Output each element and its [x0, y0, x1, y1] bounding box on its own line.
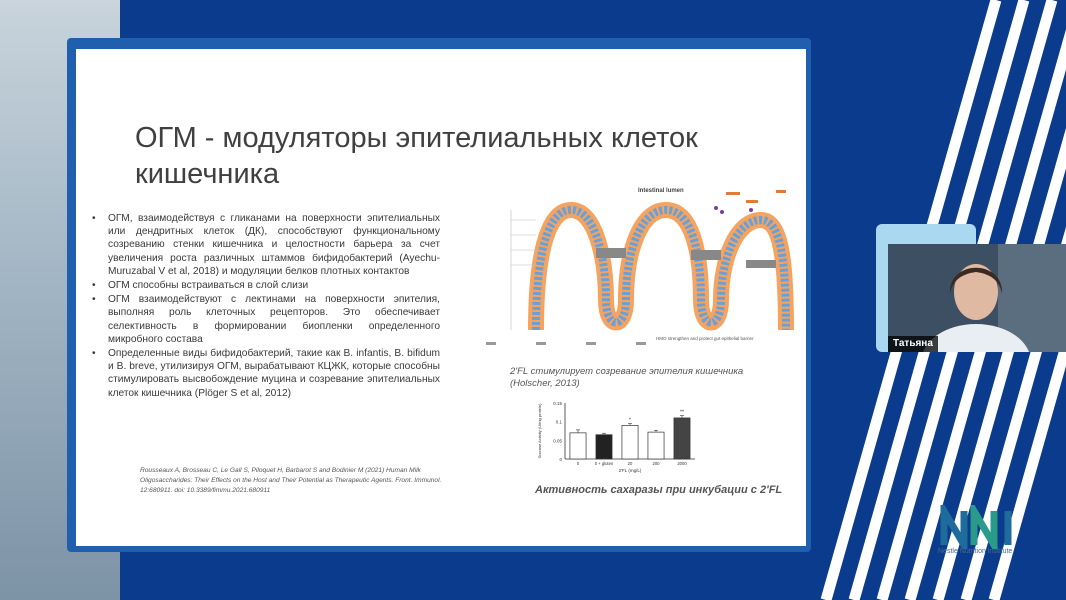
significance-label: *: [629, 417, 631, 424]
bar: [622, 425, 638, 459]
logo-text: Nestle Nutrition Institute: [938, 548, 1013, 555]
sucrase-bar-chart: [535, 397, 705, 481]
y-tick-label: 0: [559, 457, 562, 462]
y-tick-label: 0.15: [553, 401, 562, 406]
bullet-item: • ОГМ, взаимодействуя с гликанами на поверхности эпителиальных или дендритных клеток (ДК), способствуют функциональному созреванию стенки кишечника и целостности барьера за счет увеличения роста различных штаммов бифидобактерий (Ayechu-Muruzabal V et al, 2018) и модуляции белков плотных контактов: [90, 212, 440, 278]
figure-caption: 2'FL стимулирует созревание эпителия кишечника (Holscher, 2013): [510, 366, 744, 389]
bar: [596, 435, 612, 459]
bullet-item: • Определенные виды бифидобактерий, такие как B. infantis, B. bifidum и B. breve, утилизируя ОГМ, вырабатывают КЦЖК, которые способны стимулировать высвобождение муцина и созревание эпителиальных клеток кишечника (Plöger S et al, 2012): [90, 347, 440, 400]
x-axis-label: 2'FL (mg/L): [618, 468, 642, 473]
intestinal-epithelium-diagram: [476, 180, 806, 362]
bullet-item: • ОГМ способны встраиваться в слой слизи: [90, 279, 440, 292]
y-tick-label: 0.1: [555, 419, 562, 425]
slide-title: ОГМ - модуляторы эпителиальных клеток кишечника: [135, 122, 698, 190]
bullet-list: [90, 212, 440, 401]
bar: [674, 418, 690, 459]
bullet-item: • ОГМ взаимодействуют с лектинами на поверхности эпителия, выполняя роль клеточных рецепторов. Это обеспечивает селективность в формировании биопленки определенного микробного состава: [90, 293, 440, 346]
bar: [570, 433, 586, 459]
y-axis-label: Sucrase Activity (U/mg protein): [537, 403, 542, 459]
bar: [648, 432, 664, 459]
x-tick-label: 0 + gluten: [594, 461, 614, 466]
x-tick-label: 20: [627, 461, 633, 466]
y-tick-label: 0.05: [553, 438, 562, 444]
reference-text: Rousseaux A, Brosseau C, Le Gall S, Piloquet H, Barbarot S and Bodinier M (2021) Human Milk Oligosaccharides: Their Effects on the Host and Their Potential as Therapeutic Agents. Front. Immunol. 12:680911. doi: 10.3389/fimmu.2021.680911: [140, 467, 442, 494]
nni-logo: [938, 505, 1034, 565]
figure-footer: HMO strengthen and protect gut epithelial barrier: [656, 336, 754, 341]
chart-caption: Активность сахаразы при инкубации с 2'FL: [535, 484, 783, 496]
participant-name: Татьяна: [888, 336, 938, 352]
x-tick-label: 200: [652, 461, 660, 466]
x-tick-label: 0: [576, 461, 580, 466]
figure-heading: Intestinal lumen: [638, 188, 684, 194]
x-tick-label: 2000: [677, 461, 687, 466]
significance-label: **: [680, 409, 684, 416]
